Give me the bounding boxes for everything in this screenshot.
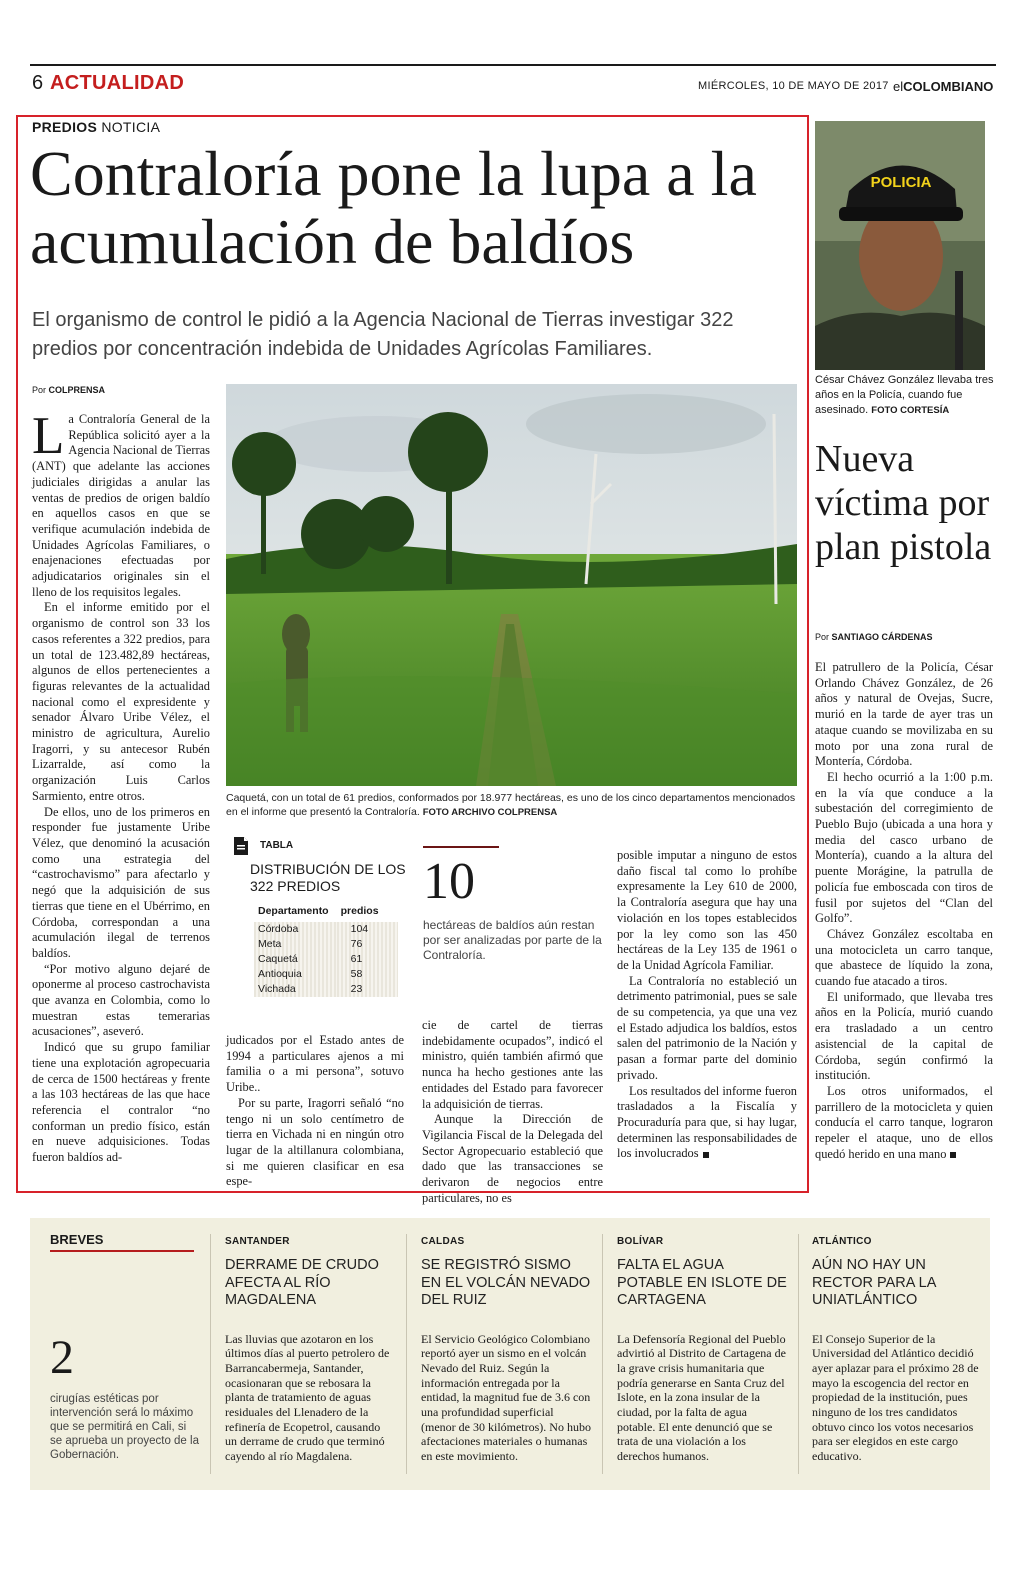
column-divider	[798, 1234, 799, 1474]
article-photo[interactable]	[226, 384, 797, 786]
breve-item[interactable]	[617, 1236, 787, 1464]
paragraph: El uniformado, que llevaba tres años en la Policía, murió cuando era trasladado a un centro asistencial de la capital de Córdoba, según confirmó la institución.	[815, 989, 993, 1083]
breve-headline: DERRAME DE CRUDO AFECTA AL RÍO MAGDALENA	[225, 1257, 379, 1308]
paragraph: a Contraloría General de la República solicitó ayer a la Agencia Nacional de Tierras (ANT) que adelante las acciones judiciales dirigidas a anular las ventas de predios de origen baldío en aquellos casos en que se verifique acumulación indebida de Unidades Agrícolas Familiares, o enajenaciones efectuadas por adjudicatarios originales sin el lleno de los requisitos legales.	[32, 412, 210, 599]
table-cell-value: 61	[337, 952, 399, 967]
top-rule	[30, 64, 996, 66]
masthead-prefix: el	[893, 79, 904, 94]
breves-title: BREVES	[50, 1232, 104, 1247]
side-article-body	[815, 660, 993, 1163]
table-cell-value: 23	[337, 982, 399, 997]
dateline: MIÉRCOLES, 10 DE MAYO DE 2017	[698, 80, 889, 92]
article-column-2a	[226, 1033, 404, 1190]
side-photo[interactable]	[815, 121, 985, 370]
column-divider	[602, 1234, 603, 1474]
photo-caption	[226, 791, 798, 820]
table-cell-value: 58	[337, 967, 399, 982]
paragraph: posible imputar a ninguno de estos daño fiscal tal como lo prohíbe expresamente la Ley 610 de 2000, la Contraloría asegura que hay una violación en los topes establecidos por la ley como son las 450 hectáreas de la Ley 135 de 1961 o de la Unidad Agrícola Familiar.	[617, 848, 797, 972]
paragraph: El hecho ocurrió a la 1:00 p.m. en la vía que conduce a la subestación del corregimiento de Pueblo Bujo (ubicada a una hora y media del casco urbano de Montería), cuando a la altura del puente Morágine, la patrulla de policía fue emboscada con tiros de fusil por sujetos del “Clan del Golfo”.	[815, 769, 993, 926]
caption-text: Caquetá, con un total de 61 predios, conformados por 18.977 hectáreas, es uno de los cinco departamentos mencionados en el informe que presentó la Contraloría.	[226, 792, 796, 818]
byline-name: COLPRENSA	[48, 385, 106, 395]
breves-number-text: cirugías estéticas por intervención será lo máximo que se permitirá en Cali, si se aprueba un proyecto de la Gobernación.	[50, 1393, 199, 1461]
paragraph: Aunque la Dirección de Vigilancia Fiscal de la Delegada del Sector Agropecuario estableció que dado que las transacciones se derivaron de negocios entre particulares, no es	[422, 1112, 603, 1205]
column-divider	[406, 1234, 407, 1474]
table-cell-value: 76	[337, 937, 399, 952]
side-byline	[815, 632, 933, 642]
paragraph: En el informe emitido por el organismo de control son 33 los casos referentes a 322 predios, para un total de 123.482,89 hectáreas, algunos de ellos pertenecientes a figuras relevantes de la actualidad nacional como el expresidente y senador Álvaro Uribe Vélez, el ministro de agricultura, Aurelio Iragorri, y su antecesor Rubén Lizarralde, así como la organización Luis Carlos Sarmiento, entre otros.	[32, 600, 210, 803]
breve-body: El Servicio Geológico Colombiano reportó ayer un sismo en el volcán Nevado del Ruiz. Según la información entregada por la entidad, la magnitud fue de 3.6 con una profundidad superficial (menor de 30 kilómetros). No hubo afectaciones materiales o humanas en este movimiento.	[421, 1331, 591, 1464]
side-headline[interactable]: Nueva víctima por plan pistola	[815, 438, 992, 568]
side-byline-prefix: Por	[815, 632, 830, 642]
breve-region: SANTANDER	[225, 1236, 290, 1247]
stat-rule	[423, 846, 499, 848]
table-cell-dept: Córdoba	[254, 922, 337, 937]
breves-rule	[50, 1250, 194, 1252]
article-column-1	[32, 407, 210, 1166]
paragraph: Chávez González escoltaba en una motocicleta un carro tanque, que abastece de líquido la zona, cuando fue atacado a tiros.	[815, 926, 993, 989]
masthead	[893, 79, 993, 94]
page-number: 6	[32, 72, 44, 94]
side-byline-name: SANTIAGO CÁRDENAS	[831, 632, 933, 642]
side-photo-credit: FOTO CORTESÍA	[871, 405, 950, 416]
photo-credit: FOTO ARCHIVO COLPRENSA	[422, 807, 558, 818]
byline-prefix: Por	[32, 385, 47, 395]
stat-text: hectáreas de baldíos aún restan por ser analizadas por parte de la Contraloría.	[423, 918, 602, 962]
kicker-type: NOTICIA	[101, 119, 161, 135]
paragraph: La Contraloría no estableció un detrimento patrimonial, pues se sale de su competencia, ya que una vez el Estado adjudica los baldíos, estos salen del patrimonio de la Nación y pasan a formar parte del dominio privado.	[617, 973, 797, 1082]
end-mark-icon	[950, 1152, 956, 1158]
article-column-3	[617, 848, 797, 1162]
main-dek: El organismo de control le pidió a la Agencia Nacional de Tierras investigar 322 predios por concentración indebida de Unidades Agrícolas Familiares.	[32, 309, 734, 360]
table-label: TABLA	[260, 840, 294, 851]
paragraph: El patrullero de la Policía, César Orlando Chávez González, de 26 años y natural de Ovejas, Sucre, murió en la tarde de ayer tras un ataque cuando se movilizaba en su moto por una zona rural de Montería, Córdoba.	[815, 660, 993, 769]
paragraph: Los otros uniformados, el parrillero de la motocicleta y quien conducía el carro tanque, lograron repeler el ataque, uno de ellos quedó herido en una mano	[815, 1083, 993, 1161]
breve-headline: SE REGISTRÓ SISMO EN EL VOLCÁN NEVADO DEL RUIZ	[421, 1257, 591, 1308]
breve-region: ATLÁNTICO	[812, 1236, 872, 1247]
breve-headline: FALTA EL AGUA POTABLE EN ISLOTE DE CARTAGENA	[617, 1257, 787, 1308]
side-photo-caption	[815, 373, 995, 418]
table-header: Departamento	[258, 905, 329, 917]
masthead-name: COLOMBIANO	[903, 79, 994, 94]
breve-item[interactable]	[812, 1236, 982, 1464]
paragraph: Por su parte, Iragorri señaló “no tengo ni un solo centímetro de tierra en Vichada ni en ningún otro lugar de la altillanura colombiana, si me quieren clasificar en esa espe-	[226, 1095, 404, 1189]
table-row	[254, 967, 398, 982]
table-cell-dept: Caquetá	[254, 952, 337, 967]
paragraph: Indicó que su grupo familiar tiene una explotación agropecuaria de cerca de 1500 hectáreas y frente a las 103 hectáreas de las que hace referencia el contralor “no conforman un predio físico, están en nueve adquisiciones. Todas fueron baldíos ad-	[32, 1040, 210, 1165]
table-row	[254, 982, 398, 997]
table-row	[254, 922, 398, 937]
table-cell-dept: Antioquia	[254, 967, 337, 982]
breve-item[interactable]	[225, 1236, 395, 1464]
paragraph: De ellos, uno de los primeros en responder fue justamente Uribe Vélez, que denominó la acusación como una estrategia del “castrochavismo” para afectarlo y negó que la adquisición de sus tierras que tiene en el Ubérrimo, en Córdoba, correspondan a una acumulación ilegal de terrenos baldíos.	[32, 804, 210, 960]
table-row	[254, 937, 398, 952]
helmet-text: POLICIA	[870, 174, 932, 191]
article-column-2b	[422, 1018, 603, 1206]
table-header: predios	[340, 905, 379, 917]
section-title[interactable]: ACTUALIDAD	[50, 72, 185, 94]
stat-number: 10	[423, 853, 475, 910]
table-cell-value: 104	[337, 922, 399, 937]
table-cell-dept: Vichada	[254, 982, 337, 997]
paragraph: cie de cartel de tierras indebidamente ocupados”, indicó el ministro, quién también afirmó que nunca ha hecho gestiones ante las entidades del Estado para favorecer la adquisición de tierras.	[422, 1018, 603, 1111]
kicker-topic: PREDIOS	[32, 119, 98, 135]
breve-body: Las lluvias que azotaron en los últimos días al puerto petrolero de Barrancabermeja, Santander, ocasionaran que se rebosara la planta de tratamiento de aguas residuales del Llenadero de la refinería de Ecopetrol, causando un derrame de crudo que terminó cayendo al río Magdalena.	[225, 1331, 390, 1464]
breve-region: CALDAS	[421, 1236, 465, 1247]
data-table	[254, 903, 398, 997]
breve-body: La Defensoría Regional del Pueblo advirtió al Distrito de Cartagena de la grave crisis humanitaria que podría generarse en Santa Cruz del Islote, en la zona insular de la ciudad, por la falta de agua potable. El ente denunció que se trata de una violación a los derechos humanos.	[617, 1331, 786, 1464]
paragraph: “Por motivo alguno dejaré de oponerme al proceso castrochavista que avanza en Colombia, como lo muestran estas temerarias acusaciones”, aseveró.	[32, 961, 210, 1039]
main-headline[interactable]: Contraloría pone la lupa a la acumulación de baldíos	[30, 138, 757, 277]
breve-body: El Consejo Superior de la Universidad del Atlántico decidió ayer aplazar para el próximo 28 de mayo la escogencia del rector en propiedad de la institución, pues ninguno de los tres candidatos obtuvo cinco los votos necesarios para ser elegidos en este cargo educativo.	[812, 1331, 979, 1464]
data-table-box	[232, 840, 410, 997]
table-cell-dept: Meta	[254, 937, 337, 952]
breve-headline: AÚN NO HAY UN RECTOR PARA LA UNIATLÁNTICO	[812, 1257, 936, 1308]
paragraph: judicados por el Estado antes de 1994 a particulares ajenos a mi familia o a mi persona”, sotuvo Uribe..	[226, 1033, 404, 1095]
breve-region: BOLÍVAR	[617, 1236, 664, 1247]
table-title: DISTRIBUCIÓN DE LOS 322 PREDIOS	[250, 861, 406, 894]
dropcap: L	[32, 407, 65, 465]
end-mark-icon	[703, 1152, 709, 1158]
breve-item[interactable]	[421, 1236, 591, 1464]
kicker	[32, 119, 160, 135]
table-row	[254, 952, 398, 967]
document-icon	[232, 836, 250, 856]
side-caption-text: César Chávez González llevaba tres años en la Policía, cuando fue asesinado.	[815, 374, 994, 416]
breves-number: 2	[50, 1331, 74, 1384]
column-divider	[210, 1234, 211, 1474]
paragraph: Los resultados del informe fueron trasladados a la Fiscalía y Procuraduría para que, si hay lugar, determinen las responsabilidades de los involucrados	[617, 1083, 797, 1161]
main-byline	[32, 385, 105, 395]
